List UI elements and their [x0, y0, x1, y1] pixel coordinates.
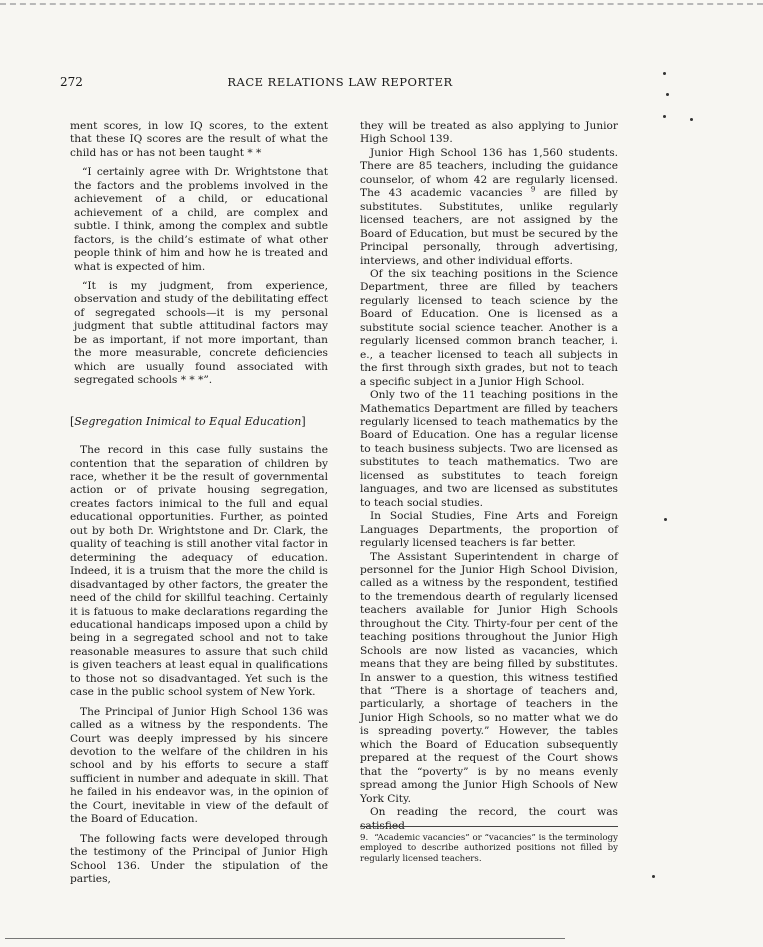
- paragraph: The Assistant Superintendent in charge of personnel for the Junior High School Division, called as a witness by the respondent, testified to the tremendous dearth of regularly licensed teachers available for Junior High Schools throughout the City. Thirty-four per cent of the teaching positions throughout the Junior High Schools are now listed as vacancies, which means that they are being filled by substitutes. In answer to a question, this witness testified that “There is a shortage of teachers and, particularly, a shortage of teachers in the Junior High Schools, so no matter what we do is spreading poverty.” However, the tables which the Board of Education subsequently prepared at the request of the Court shows that the “poverty” is by no means evenly spread among the Junior High Schools of New York City.: [360, 550, 618, 805]
- paragraph: Of the six teaching positions in the Science Department, three are filled by teachers regularly licensed to teach science by the Board of Education. One is licensed as a substitute social science teacher. Another is a regularly licensed common branch teacher, i. e., a teacher licensed to teach all subjects in the first through sixth grades, but not to teach a specific subject in a Junior High School.: [360, 267, 618, 388]
- paragraph: The record in this case fully sustains the contention that the separation of children by race, whether it be the result of governmental action or of private housing segregation, creates factors inimical to the full and equal educational opportunities. Further, as pointed out by both Dr. Wrightstone and Dr. Clark, the quality of teaching is still another vital factor in determining the adequacy of education. Indeed, it is a truism that the more the child is disadvantaged by other factors, the greater the need of the child for skillful teaching. Certainly it is fatuous to make declarations regarding the educational handicaps imposed upon a child by being in a segregated school and not to take reasonable measures to assure that such child is given teachers at least equal in qualifications to those not so disadvantaged. Yet such is the case in the public school system of New York.: [70, 444, 328, 699]
- footnote-divider: [360, 826, 618, 827]
- paragraph: In Social Studies, Fine Arts and Foreign Languages Departments, the proportion of regularly licensed teachers is far better.: [360, 510, 618, 550]
- paragraph: [360, 147, 618, 268]
- heading-bracket-open: [: [70, 414, 75, 428]
- margin-speck: [690, 118, 693, 121]
- footnote-text: “Academic vacancies” or “vacancies” is the terminology employed to describe authorized positions not filled by regularly licensed teachers.: [360, 833, 618, 864]
- page-number: 272: [60, 75, 83, 89]
- margin-speck: [663, 115, 666, 118]
- paragraph: they will be treated as also applying to Junior High School 139.: [360, 120, 618, 146]
- quote-paragraph: “I certainly agree with Dr. Wrightstone that the factors and the problems involved in the achievement of a child, or educational achievement of a child, are complex and subtle. I think, among the complex and subtle factors, is the child’s estimate of what other people think of him and how he is treated and what is expected of him.: [74, 166, 328, 273]
- margin-speck: [666, 93, 669, 96]
- margin-speck: [663, 72, 666, 75]
- running-head: RACE RELATIONS LAW REPORTER: [227, 75, 453, 89]
- paragraph: Only two of the 11 teaching positions in the Mathematics Department are filled by teachers regularly licensed to teach mathematics by the Board of Education. One has a regular license to teach business subjects. Two are licensed as substitutes to teach mathematics. Two are licensed as substitutes to teach foreign languages, and two are licensed as substitutes to teach social studies.: [360, 389, 618, 509]
- bottom-scan-line: [5, 938, 565, 939]
- footnote-reference[interactable]: 9: [530, 185, 536, 194]
- footnote-number: 9.: [360, 833, 369, 843]
- paragraph: The Principal of Junior High School 136 was called as a witness by the respondents. The Court was deeply impressed by his sincere devotion to the welfare of the children in his school and by his efforts to secure a staff sufficient in number and adequate in skill. That he failed in his endeavor was, in the opinion of the Court, inevitable in view of the default of the Board of Education.: [70, 705, 328, 826]
- margin-speck: [664, 518, 667, 521]
- margin-speck: [652, 875, 655, 878]
- left-column: [70, 120, 328, 887]
- right-column: [360, 120, 618, 833]
- paragraph: ment scores, in low IQ scores, to the extent that these IQ scores are the result of what the child has or has not been taught * *: [70, 120, 328, 159]
- top-border-dashes: [0, 3, 763, 5]
- section-heading: [70, 415, 328, 428]
- paragraph-text: Junior High School 136 has 1,560 students. There are 85 teachers, including the guidance counselor, of whom 42 are regularly licensed. The 43 academic vacancies: [360, 146, 618, 200]
- quote-paragraph: “It is my judgment, from experience, observation and study of the debilitating effect of segregated schools—it is my personal judgment that subtle attitudinal factors may be as important, if not more important, than the more measurable, concrete deficiencies which are usually found associated with segregated schools * * *”.: [74, 279, 328, 387]
- heading-bracket-close: ]: [301, 414, 306, 428]
- page-header: [60, 75, 620, 91]
- paragraph-text: are filled by substitutes. Substitutes, unlike regularly licensed teachers, are not assigned by the Board of Education, but must be secured by the Principal personally, through advertising, interviews, and other individual efforts.: [360, 187, 619, 267]
- paragraph: The following facts were developed through the testimony of the Principal of Junior High School 136. Under the stipulation of the parties,: [70, 832, 328, 886]
- heading-text: Segregation Inimical to Equal Education: [74, 414, 302, 428]
- paragraph: On reading the record, the court was satisfied: [360, 806, 618, 832]
- footnote: [360, 833, 618, 864]
